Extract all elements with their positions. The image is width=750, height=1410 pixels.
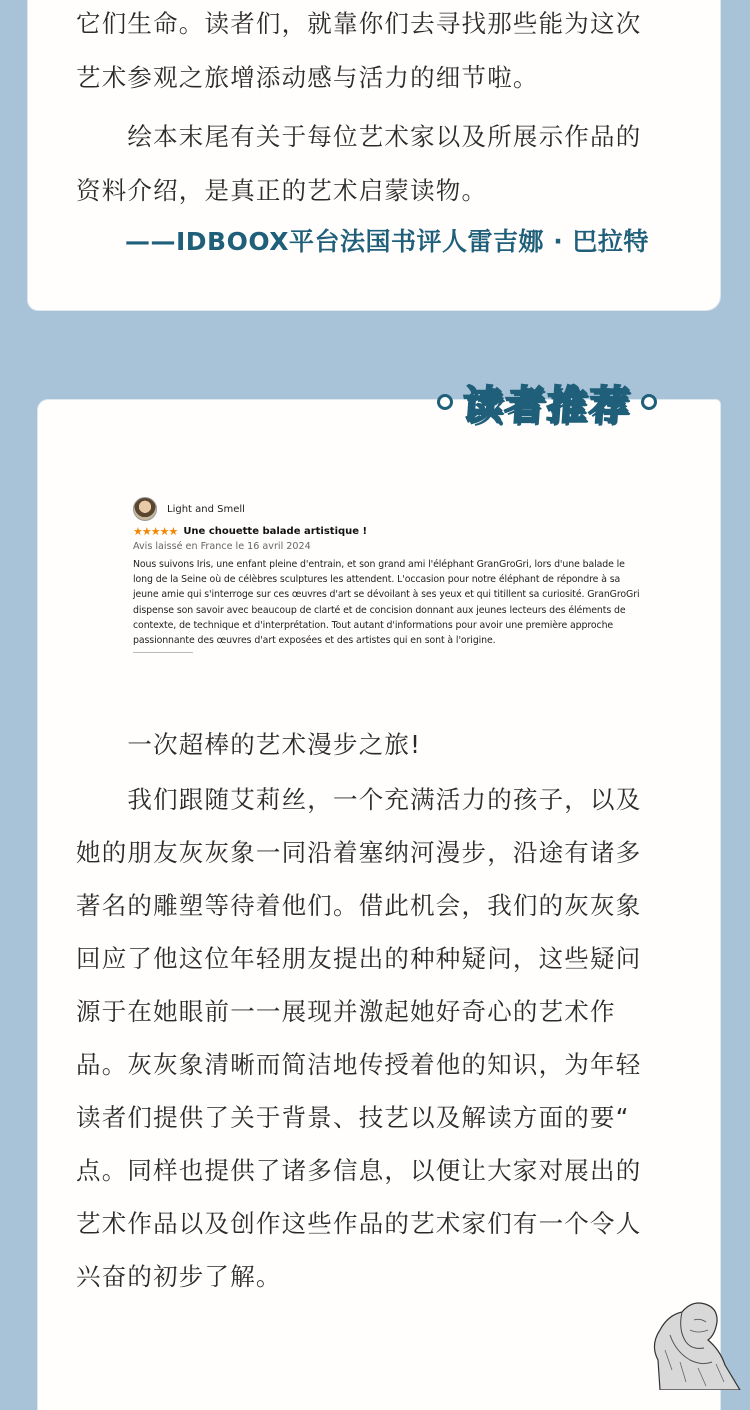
review-body: Nous suivons Iris, une enfant pleine d'entrain, et son grand ami l'éléphant GranGroGri, lors d'une balade le long de la Seine où de célèbres sculptures les attendent. L'occasion pour notre éléphant de répondre à sa jeune amie qui s'interroge sur ces œuvres d'art se dévoilant à ses yeux et qui titillent sa curiosité. GranGroGri dispense son savoir avec beaucoup de clarté et de concision donnant aux jeunes lecteurs des éléments de contexte, de technique et d'interprétation. Tout autant d'informations pour avoir une première approche passionnante des œuvres d'art exposées et des artistes qui en sont à l'origine. — [133, 559, 640, 647]
review-rating-row — [133, 525, 643, 538]
translation-line-7: 读者们提供了关于背景、技艺以及解读方面的要“ — [76, 1103, 630, 1132]
intro-line-3: 绘本末尾有关于每位艺术家以及所展示作品的 — [76, 122, 642, 151]
review-date: Avis laissé en France le 16 avril 2024 — [133, 541, 311, 552]
translation-line-4: 回应了他这位年轻朋友提出的种种疑问，这些疑问 — [76, 944, 642, 973]
intro-line-2: 艺术参观之旅增添动感与活力的细节啦。 — [76, 63, 539, 92]
dot-left-icon — [437, 394, 453, 410]
divider — [133, 652, 193, 653]
star-rating-icon: ★★★★★ — [133, 525, 178, 538]
translation-heading: 一次超棒的艺术漫步之旅! — [76, 730, 422, 759]
review-title[interactable]: Une chouette balade artistique ! — [183, 526, 368, 537]
intro-line-1: 它们生命。读者们，就靠你们去寻找那些能为这次 — [76, 9, 642, 38]
translation-line-6: 品。灰灰象清晰而简洁地传授着他的知识，为年轻 — [76, 1050, 642, 1079]
dot-right-icon — [641, 394, 657, 410]
translation-line-9: 艺术作品以及创作这些作品的艺术家们有一个令人 — [76, 1209, 642, 1238]
section-title-text: 读者推荐 — [461, 382, 633, 429]
translation-line-3: 著名的雕塑等待着他们。借此机会，我们的灰灰象 — [76, 891, 642, 920]
review-header — [133, 495, 643, 523]
translation-line-5: 源于在她眼前一一展现并激起她好奇心的艺术作 — [76, 997, 616, 1026]
thinker-statue-icon — [620, 1290, 750, 1390]
user-avatar-icon — [133, 497, 157, 521]
translation-line-8: 点。同样也提供了诸多信息，以便让大家对展出的 — [76, 1156, 642, 1185]
translation-line-2: 她的朋友灰灰象一同沿着塞纳河漫步，沿途有诸多 — [76, 838, 642, 867]
amazon-review — [133, 495, 643, 653]
intro-line-4: 资料介绍，是真正的艺术启蒙读物。 — [76, 176, 488, 205]
translation-line-10: 兴奋的初步了解。 — [76, 1262, 282, 1291]
review-username[interactable]: Light and Smell — [167, 503, 245, 515]
translation-line-1: 我们跟随艾莉丝，一个充满活力的孩子，以及 — [76, 785, 642, 814]
review-attribution: ——IDBOOX平台法国书评人雷吉娜 · 巴拉特 — [125, 227, 649, 256]
section-title — [437, 370, 697, 434]
